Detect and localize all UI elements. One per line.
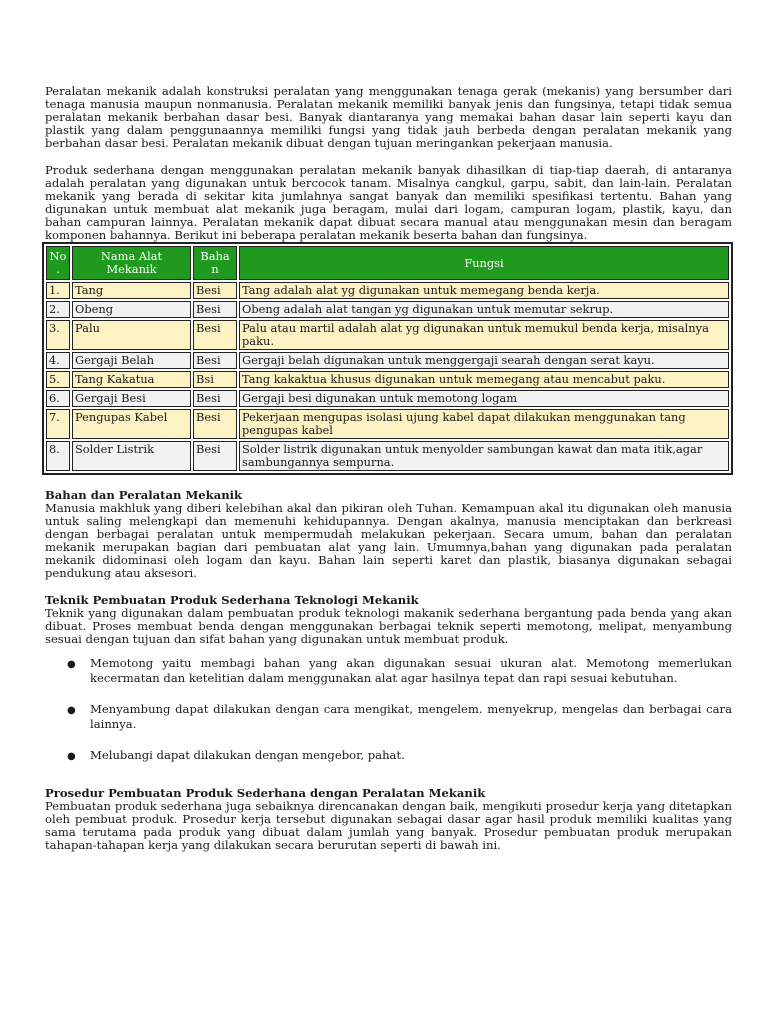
section-teknik-title: Teknik Pembuatan Produk Sederhana Teknologi Mekanik <box>45 593 419 607</box>
cell-nama: Gergaji Belah <box>72 352 191 369</box>
table-header-row <box>46 246 729 280</box>
cell-nama: Pengupas Kabel <box>72 409 191 439</box>
cell-fungsi: Tang kakaktua khusus digunakan untuk memegang atau mencabut paku. <box>239 371 729 388</box>
list-item <box>45 656 732 686</box>
bullet-icon: ● <box>67 751 76 762</box>
table-row <box>46 352 729 369</box>
cell-fungsi: Gergaji belah digunakan untuk menggergaji searah dengan serat kayu. <box>239 352 729 369</box>
list-item-text: Memotong yaitu membagi bahan yang akan digunakan sesuai ukuran alat. Memotong memerlukan kecermatan dan ketelitian dalam menggunakan alat agar hasilnya tepat dan rapi sesuai kebutuhan. <box>90 656 732 685</box>
cell-no: 3. <box>46 320 70 350</box>
cell-no: 5. <box>46 371 70 388</box>
header-bahan: Baha n <box>193 246 237 280</box>
bullet-icon: ● <box>67 705 76 716</box>
table-row <box>46 371 729 388</box>
cell-bahan: Besi <box>193 409 237 439</box>
cell-nama: Palu <box>72 320 191 350</box>
section-prosedur-body: Pembuatan produk sederhana juga sebaiknya direncanakan dengan baik, mengikuti prosedur kerja yang ditetapkan oleh pembuat produk. Prosedur kerja tersebut digunakan sebagai dasar agar hasil produk memiliki kualitas yang sama terutama pada produk yang dibuat dalam jumlah yang banyak. Prosedur pembuatan produk merupakan tahapan-tahapan kerja yang dilakukan secara berurutan seperti di bawah ini. <box>45 799 732 852</box>
header-fungsi: Fungsi <box>239 246 729 280</box>
section-teknik-body: Teknik yang digunakan dalam pembuatan produk teknologi makanik sederhana bergantung pada benda yang akan dibuat. Proses membuat benda dengan menggunakan berbagai teknik seperti memotong, melipat, menyambung sesuai dengan tujuan dan sifat bahan yang digunakan untuk membuat produk. <box>45 606 732 646</box>
list-item-text: Menyambung dapat dilakukan dengan cara mengikat, mengelem. menyekrup, mengelas dan berbagai cara lainnya. <box>90 702 732 731</box>
section-bahan-title: Bahan dan Peralatan Mekanik <box>45 488 243 502</box>
cell-no: 4. <box>46 352 70 369</box>
cell-fungsi: Solder listrik digunakan untuk menyolder sambungan kawat dan mata itik,agar sambungannya sempurna. <box>239 441 729 471</box>
section-bahan-body: Manusia makhluk yang diberi kelebihan akal dan pikiran oleh Tuhan. Kemampuan akal itu digunakan oleh manusia untuk saling melengkapi dan memenuhi kehidupannya. Dengan akalnya, manusia menciptakan dan berkreasi dengan berbagai peralatan untuk mempermudah melakukan pekerjaan. Secara umum, bahan dan peralatan mekanik merupakan bagian dari pembuatan alat yang lain. Umumnya,bahan yang digunakan pada peralatan mekanik didominasi oleh logam dan kayu. Bahan lain seperti karet dan plastik, biasanya digunakan sebagai pendukung atau aksesori. <box>45 501 732 580</box>
cell-no: 1. <box>46 282 70 299</box>
list-item-text: Melubangi dapat dilakukan dengan mengebor, pahat. <box>90 748 405 762</box>
table-row <box>46 301 729 318</box>
cell-fungsi: Obeng adalah alat tangan yg digunakan untuk memutar sekrup. <box>239 301 729 318</box>
cell-nama: Tang Kakatua <box>72 371 191 388</box>
cell-bahan: Besi <box>193 352 237 369</box>
document-content <box>45 85 732 852</box>
header-nama: Nama Alat Mekanik <box>72 246 191 280</box>
table-row <box>46 409 729 439</box>
cell-no: 7. <box>46 409 70 439</box>
list-item <box>45 748 732 763</box>
cell-bahan: Besi <box>193 301 237 318</box>
cell-no: 2. <box>46 301 70 318</box>
list-item <box>45 702 732 732</box>
cell-nama: Tang <box>72 282 191 299</box>
cell-no: 6. <box>46 390 70 407</box>
tools-table <box>42 242 733 475</box>
cell-bahan: Besi <box>193 282 237 299</box>
cell-no: 8. <box>46 441 70 471</box>
intro-paragraph-1: Peralatan mekanik adalah konstruksi peralatan yang menggunakan tenaga gerak (mekanis) yang bersumber dari tenaga manusia maupun nonmanusia. Peralatan mekanik memiliki banyak jenis dan fungsinya, tetapi tidak semua peralatan mekanik berbahan dasar besi. Banyak diantaranya yang memakai bahan dasar lain seperti kayu dan plastik yang dalam penggunaannya memiliki fungsi yang tidak jauh berbeda dengan peralatan mekanik yang berbahan dasar besi. Peralatan mekanik dibuat dengan tujuan meringankan pekerjaan manusia. <box>45 84 732 150</box>
section-prosedur-title: Prosedur Pembuatan Produk Sederhana dengan Peralatan Mekanik <box>45 786 486 800</box>
table-row <box>46 441 729 471</box>
table-row <box>46 390 729 407</box>
cell-bahan: Besi <box>193 320 237 350</box>
cell-bahan: Bsi <box>193 371 237 388</box>
cell-bahan: Besi <box>193 441 237 471</box>
header-no: No . <box>46 246 70 280</box>
cell-fungsi: Tang adalah alat yg digunakan untuk memegang benda kerja. <box>239 282 729 299</box>
table-row <box>46 282 729 299</box>
bullet-icon: ● <box>67 659 76 670</box>
teknik-bullet-list <box>45 656 732 763</box>
cell-nama: Gergaji Besi <box>72 390 191 407</box>
intro-paragraph-2: Produk sederhana dengan menggunakan peralatan mekanik banyak dihasilkan di tiap-tiap daerah, di antaranya adalah peralatan yang digunakan untuk bercocok tanam. Misalnya cangkul, garpu, sabit, dan lain-lain. Peralatan mekanik yang berada di sekitar kita jumlahnya sangat banyak dan memiliki spesifikasi tertentu. Bahan yang digunakan untuk membuat alat mekanik juga beragam, mulai dari logam, campuran logam, plastik, kayu, dan bahan campuran lainnya. Peralatan mekanik dapat dibuat secara manual atau menggunakan mesin dan beragam komponen bahannya. Berikut ini beberapa peralatan mekanik beserta bahan dan fungsinya. <box>45 163 732 242</box>
cell-fungsi: Gergaji besi digunakan untuk memotong logam <box>239 390 729 407</box>
cell-fungsi: Pekerjaan mengupas isolasi ujung kabel dapat dilakukan menggunakan tang pengupas kabel <box>239 409 729 439</box>
cell-nama: Solder Listrik <box>72 441 191 471</box>
cell-nama: Obeng <box>72 301 191 318</box>
cell-fungsi: Palu atau martil adalah alat yg digunakan untuk memukul benda kerja, misalnya paku. <box>239 320 729 350</box>
table-row <box>46 320 729 350</box>
cell-bahan: Besi <box>193 390 237 407</box>
